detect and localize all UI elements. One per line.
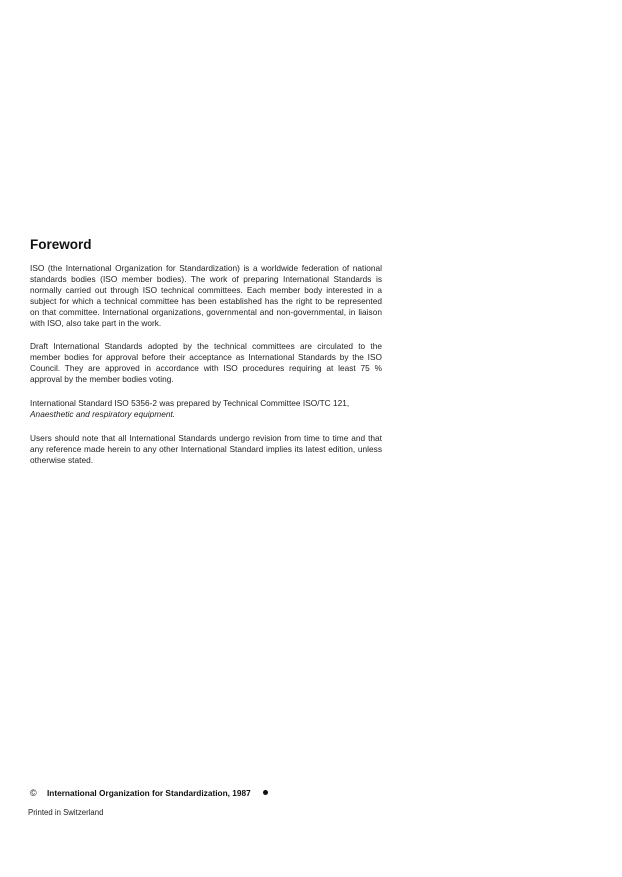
committee-statement: International Standard ISO 5356-2 was prepared by Technical Committee ISO/TC 121, — [30, 398, 350, 409]
copyright-symbol: © — [30, 788, 37, 798]
foreword-paragraph-draft-standards: Draft International Standards adopted by the technical committees are circulated to the member bodies for approval before their acceptance as International Standards by the ISO Council. They are approved in accordance with ISO procedures requiring at least 75 % approval by the member bodies voting. — [30, 341, 382, 385]
foreword-heading: Foreword — [30, 237, 92, 252]
copyright-line — [30, 788, 268, 799]
copyright-text: International Organization for Standardization, 1987 — [46, 788, 251, 798]
committee-subject: Anaesthetic and respiratory equipment. — [30, 408, 176, 419]
foreword-paragraph-iso-federation: ISO (the International Organization for Standardization) is a worldwide federation of national standards bodies (ISO member bodies). The work of preparing International Standards is normally carried out through ISO technical committees. Each member body interested in a subject for which a technical committee has been established has the right to be represented on that committee. International organizations, governmental and non-governmental, in liaison with ISO, also take part in the work. — [30, 263, 382, 328]
bullet-dot-icon — [263, 790, 268, 795]
foreword-paragraph-committee — [30, 398, 382, 420]
foreword-paragraph-revision-note: Users should note that all International Standards undergo revision from time to time and that any reference made herein to any other International Standard implies its latest edition, unless otherwise stated. — [30, 432, 382, 465]
foreword-section — [30, 236, 382, 479]
printed-in-label: Printed in Switzerland — [28, 808, 104, 817]
